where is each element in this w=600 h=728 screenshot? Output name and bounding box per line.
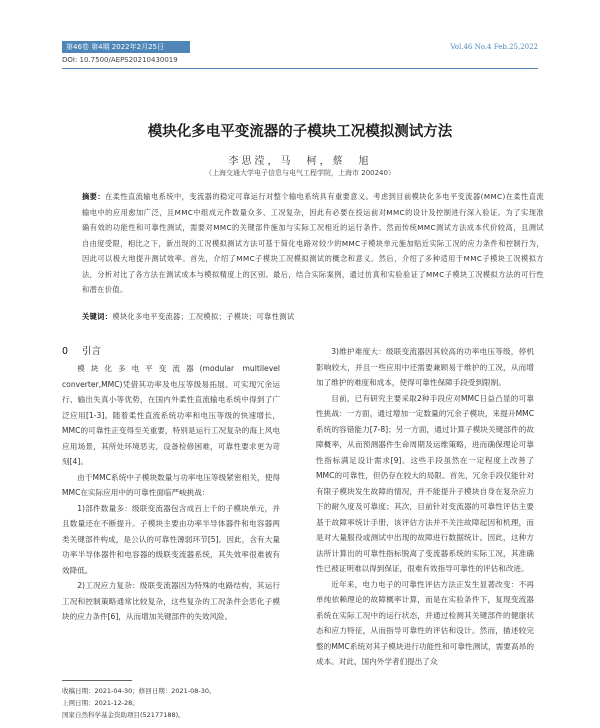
footnotes [62,685,302,721]
footnote-online: 上网日期：2021-12-28。 [62,699,139,707]
abstract [82,189,544,298]
footnote-divider [62,680,132,681]
section-heading [62,343,101,357]
paragraph: 由于MMC系统中子模块数量与功率电压等级紧密相关，使得MMC在实际应用中的可靠性面临严峻挑战： [62,472,280,497]
paper-title: 模块化多电平变流器的子模块工况模拟测试方法 [147,124,453,140]
footnote-received: 收稿日期：2021-04-30；修回日期：2021-08-30。 [62,687,216,695]
footnote-funding: 国家自然科学基金资助项目(52177188)。 [62,711,185,719]
abstract-label: 摘要： [82,192,105,201]
paragraph: 近年来，电力电子的可靠性评估方法正发生显著改变：不再单纯依赖理论的故障概率计算，而是在实验条件下，复现变流器系统在实际工况中的运行状态，并通过检测其关键部件的健康状态和应力特征，从而指导可靠性的评估和设计。然而，描述较完整的MMC系统对其子模块进行功能性和可靠性测试，需要高昂的成本。对此，国内外学者们提出了众 [316,579,534,666]
paragraph: 3)维护难度大：级联变流器因其较高的功率电压等级，停机影响较大，并且一些应用中还需要兼顾易于维护的工况，从而增加了维护的难度和成本，使得可靠性保障手段受到限制。 [316,347,534,387]
keywords-text: 模块化多电平变流器；工况模拟；子模块；可靠性测试 [112,312,295,321]
header-divider [62,68,538,69]
abstract-text: 在柔性直流输电系统中，变流器的稳定可靠运行对整个输电系统具有重要意义。考虑到目前模块化多电平变流器(MMC)在柔性直流输电中的应用愈加广泛，且MMC中组成元件数量众多、工况复杂，因此有必要在投运前对MMC的设计及控制进行深入验证。为了实现准确有效的功能性和可靠性测试，需要对MMC的关键部件施加与实际工况相近的运行条件。然而传统MMC测试方法成本代价较高，且测试自由度受限，相比之下，新出现的工况模拟测试方法可基于简化电路对较少的MMC子模块单元施加贴近实际工况的应力条件和控制行为，因此可以极大地提升测试效率。首先，介绍了MMC子模块工况模拟测试的概念和意义。然后，介绍了多种适用于MMC子模块工况模拟方法，分析对比了各方法在测试成本与模拟精度上的区别。最后，结合实际案例，通过仿真和实验验证了MMC子模块工况模拟方法的可行性和潜在价值。 [82,192,544,294]
doi[interactable]: DOI: 10.7500/AEPS20210430019 [62,56,178,64]
section-number: 0 [62,346,69,357]
section-title: 引言 [82,346,102,357]
paragraph: 2)工况应力复杂：级联变流器因为特殊的电路结构，其运行工况和控制策略通常比较复杂，这些复杂的工况条件会恶化子模块的应力条件[6]，从而增加关键部件的失效风险。 [62,581,280,621]
right-column [316,344,534,670]
paragraph: 1)部件数量多：级联变流器包含成百上千的子模块单元，并且数量还在不断提升。子模块主要由功率半导体器件和电容器两类关键部件构成，是公认的可靠性薄弱环节[5]。因此，含有大量功率半导体器件和电容器的级联变流器系统，其失效率很难被有效降低。 [62,503,280,575]
journal-issue-english: Vol.46 No.4 Feb.25,2022 [450,43,538,51]
affiliation: （上海交通大学电子信息与电气工程学院，上海市 200240） [205,169,395,177]
left-column [62,361,280,625]
paragraph: 目前，已有研究主要采取2种手段应对MMC日益凸显的可靠性挑战：一方面，通过增加一定数量的冗余子模块，来提升MMC系统的容错能力[7-8]；另一方面，通过计算子模块关键部件的故障概率，从而预测器件生命周期及运维策略，进而确保理论可靠性指标满足设计需求[9]。这些手段虽然在一定程度上改善了MMC的可靠性，但仍存在较大的局限。首先，冗余手段仅能针对有限子模块发生故障的情况，并不能提升子模块自身在复杂应力下的耐久度及可靠度；其次，目前针对变流器的可靠性评估主要基于故障率统计手册，该评估方法并不关注故障起因和机理，而是对大量服役或测试中出现的故障进行数据统计。因此，这种方法所计算出的可靠性指标脱离了变流器系统的实际工况，其准确性已被证明难以得到保证，很难有效指导可靠性的评估和改进。 [316,393,534,573]
keywords [82,312,294,322]
author-list: 李思滢，马 柯，蔡 旭 [228,156,372,167]
journal-issue-band: 第46卷 第4期 2022年2月25日 [62,41,190,53]
paragraph: 模块化多电平变流器(modular multilevel converter,MMC)凭借其功率及电压等级易拓展、可实现冗余运行、输出失真小等优势，在国内外柔性直流输电系统中得到了广泛应用[1-3]。随着柔性直流系统功率和电压等级的快速增长，MMC的可靠性正变得至关重要，特别是运行工况复杂的海上风电应用场景，其所处环境恶劣，设备检修困难，可靠性要求更为苛刻[4]。 [62,364,280,466]
keywords-label: 关键词： [82,312,113,321]
